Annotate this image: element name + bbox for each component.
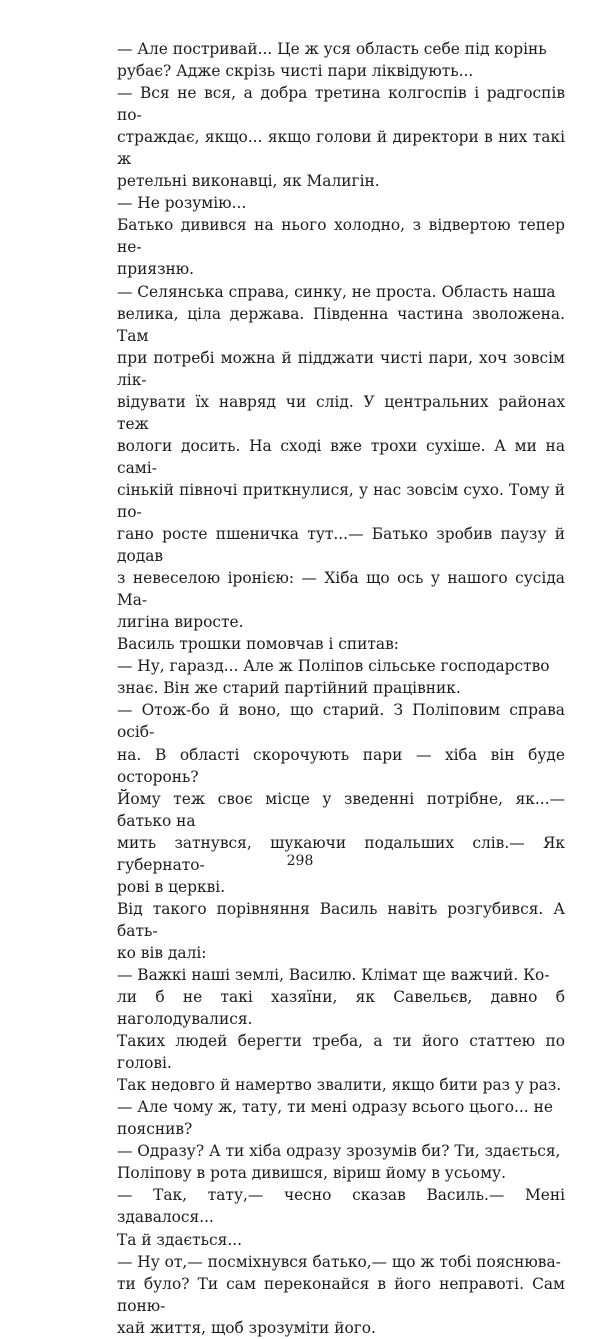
paragraph: — Вся не вся, а добра третина колгоспів і радгоспів по- страждає, якщо... якщо голови й директори в них такі ж ретельні виконавці, як Малигін.: [117, 84, 565, 191]
page-number: 298: [286, 853, 314, 869]
paragraph: — Не розумію...: [117, 194, 247, 213]
paragraph: Від такого порівняння Василь навіть розгубився. А бать- ко вів далі:: [117, 899, 565, 962]
body-text: [117, 38, 565, 1339]
paragraph: — Так, тату,— чесно сказав Василь.— Мені здавалося... Та й здається...: [117, 1186, 565, 1249]
paragraph: — Ну, гаразд... Але ж Поліпов сільське господарство знає. Він же старий партійний працівник.: [117, 657, 550, 698]
paragraph: — Ну от,— посміхнувся батько,— що ж тобі пояснюва- ти було? Ти сам переконайся в його неправоті. Сам поню- хай життя, щоб зрозуміти його.: [117, 1252, 565, 1337]
paragraph: — Але чому ж, тату, ти мені одразу всього цього... не пояснив?: [117, 1098, 553, 1139]
paragraph: — Отож-бо й воно, що старий. З Поліповим справа осіб- на. В області скорочують пари — хіба він буде осторонь? Йому теж своє місце у зведенні потрібне, як...— батько на мить затнувся, шукаючи подальших слів.— Як губернато- рові в церкві.: [117, 701, 565, 896]
paragraph: Батько дивився на нього холодно, з відвертою тепер не- приязню.: [117, 216, 565, 279]
paragraph: — Одразу? А ти хіба одразу зрозумів би? Ти, здається, Поліпову в рота дивишся, віриш йому в усьому.: [117, 1142, 561, 1183]
paragraph: — Важкі наші землі, Василю. Клімат ще важчий. Ко- ли б не такі хазяїни, як Савельєв, давно б наголодувалися. Таких людей берегти треба, а ти його статтею по голові. Так недовго й намертво звалити, якщо бити раз у раз.: [117, 965, 565, 1095]
paragraph: — Але постривай... Це ж уся область себе під корінь рубає? Адже скрізь чисті пари ліквідують...: [117, 40, 547, 81]
paragraph: Василь трошки помовчав і спитав:: [117, 635, 399, 654]
paragraph: — Селянська справа, синку, не проста. Область наша велика, ціла держава. Південна частина зволожена. Там при потребі можна й підджати чисті пари, хоч зовсім лік- відувати їх навряд чи слід. У центральних районах теж вологи досить. На сході вже трохи сухіше. А ми на самі- сінькій півночі приткнулися, у нас зовсім сухо. Тому й по- гано росте пшеничка тут...— Батько зробив паузу й додав з невеселою іронією: — Хіба що ось у нашого сусіда Ма- лигіна виросте.: [117, 282, 565, 632]
